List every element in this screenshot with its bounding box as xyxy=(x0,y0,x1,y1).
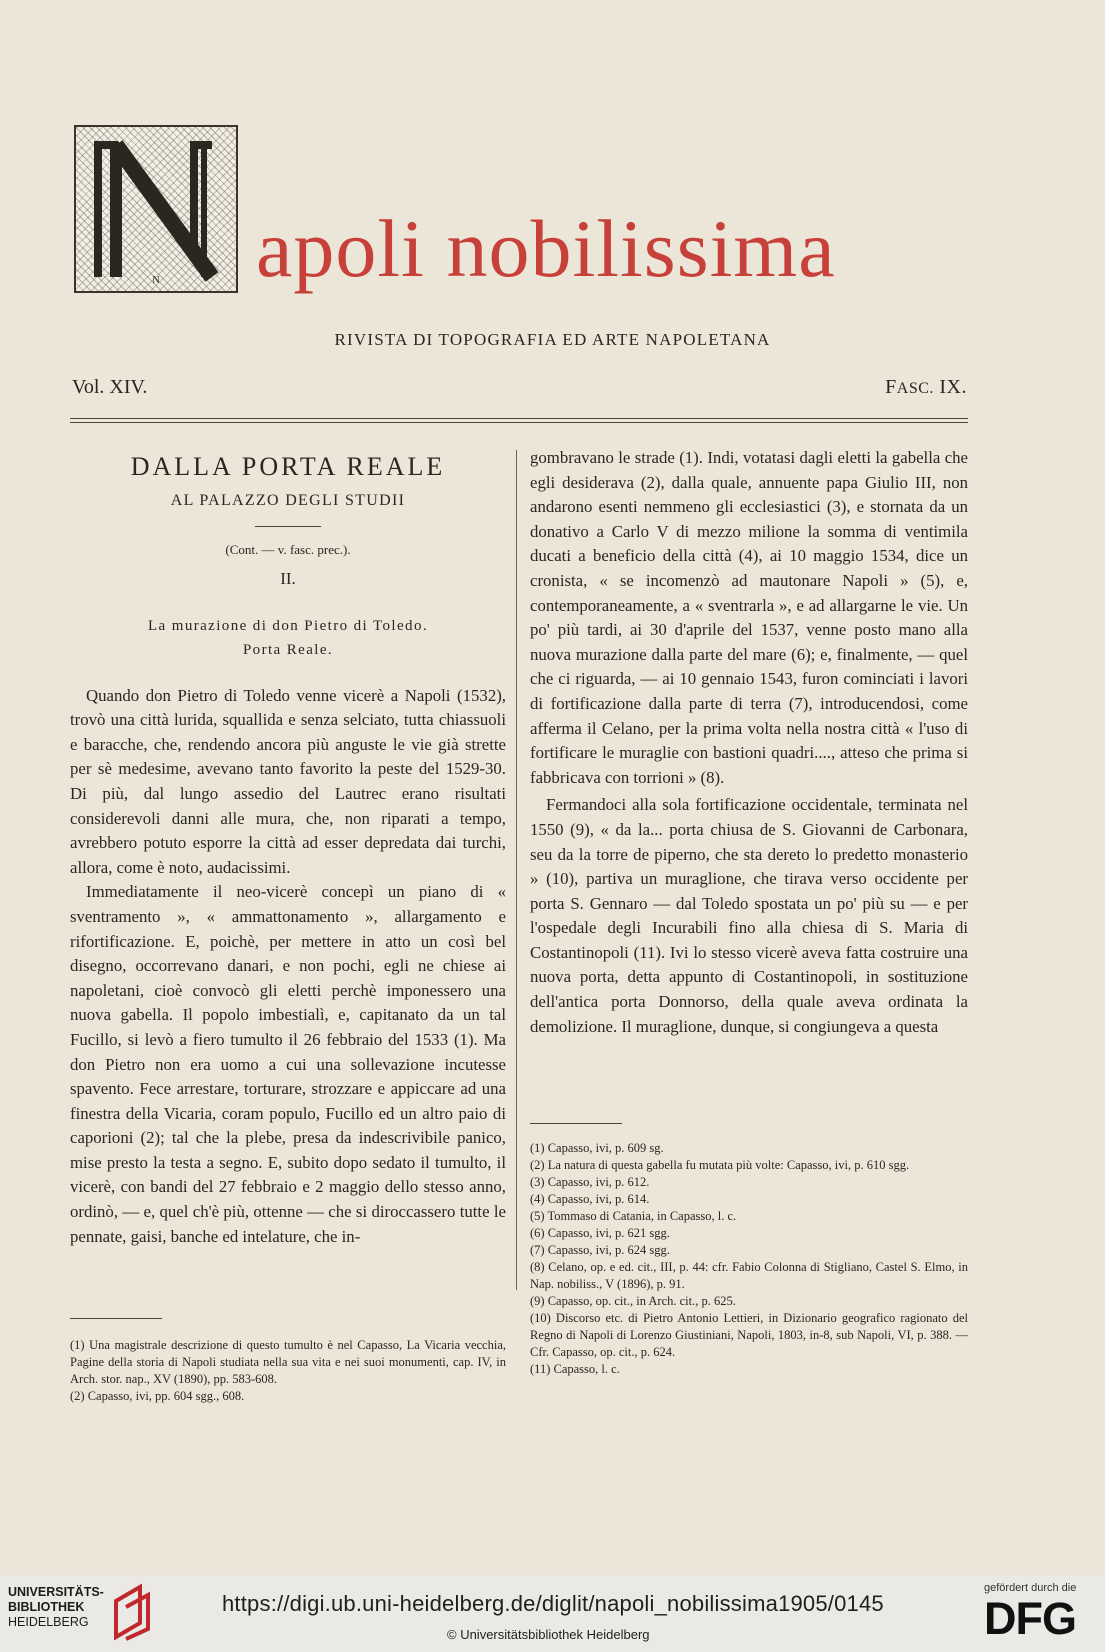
permalink-url[interactable]: https://digi.ub.uni-heidelberg.de/diglit/napoli_nobilissima1905/0145 xyxy=(222,1591,884,1616)
section-heading-line-2: Porta Reale. xyxy=(242,641,334,658)
footnote: (1) Capasso, ivi, p. 609 sg. xyxy=(530,1141,664,1155)
footnote-rule-right xyxy=(530,1123,622,1124)
footnote: (2) Capasso, ivi, pp. 604 sgg., 608. xyxy=(70,1389,245,1403)
footnote: (10) Discorso etc. di Pietro Antonio Lettieri, in Dizionario geografico ragionato del Regno di Napoli di Lorenzo Giustiniani, Napoli, 1803, in-8, sub Napoli, VI, p. 388. — Cfr. Capasso, op. cit., p. 624. xyxy=(530,1311,968,1359)
footnote: (6) Capasso, ivi, p. 621 sgg. xyxy=(530,1226,670,1240)
footnote: (8) Celano, op. e ed. cit., III, p. 44: cfr. Fabio Colonna di Stigliano, Castel S. Elmo, in Nap. nobiliss., V (1896), p. 91. xyxy=(530,1260,968,1291)
footnote: (2) La natura di questa gabella fu mutata più volte: Capasso, ivi, p. 610 sgg. xyxy=(530,1158,910,1172)
title-rule xyxy=(255,526,321,527)
library-name: UNIVERSITÄTS- BIBLIOTHEK HEIDELBERG xyxy=(8,1585,104,1629)
footnote-rule-left xyxy=(70,1318,162,1319)
library-logo-icon xyxy=(110,1583,154,1641)
copyright-notice: © Universitätsbibliothek Heidelberg xyxy=(447,1627,650,1642)
library-banner xyxy=(0,1575,1105,1652)
footnote: (11) Capasso, l. c. xyxy=(530,1362,620,1376)
footnote: (7) Capasso, ivi, p. 624 sgg. xyxy=(530,1243,670,1257)
left-column xyxy=(70,446,506,1249)
article-title: DALLA PORTA REALE xyxy=(130,452,446,481)
footnote: (9) Capasso, op. cit., in Arch. cit., p. 625. xyxy=(530,1294,736,1308)
journal-title: apoli nobilissima xyxy=(256,203,836,294)
initial-letter-graphic xyxy=(76,127,236,291)
paragraph: Quando don Pietro di Toledo venne vicerè a Napoli (1532), trovò una città lurida, squallida e senza selciato, tutta chiassuoli e baracche, che, rendendo ancora più anguste le vie già strette per sè medesime, avevano tanto favorito la peste del 1529-30. Di più, dal lungo assedio del Lautrec erano risultati considerevoli danni alle mura, che, non riparati a tempo, avrebbero potuto esporre la città ad esser depredata dai turchi, allora, come è noto, audacissimi. xyxy=(70,685,506,877)
paragraph: Fermandoci alla sola fortificazione occidentale, terminata nel 1550 (9), « da la... porta chiusa de S. Giovanni de Carbonara, seu da la torre de piperno, che sta dereto lo predetto monasterio » (10), partiva un muraglione, che tirava verso occidente per porta S. Gennaro — dal Toledo spostata un po' più su — e per l'ospedale degli Incurabili fino alla chiesa di S. Maria di Costantinopoli (11). Ivi lo stesso vicerè aveva fatta costruire una nuova porta, detta appunto di Costantinopoli, in sostituzione dell'antica porta Donnorso, della quale aveva ordinata la demolizione. Il muraglione, dunque, si congiungeva a questa xyxy=(530,795,968,1036)
left-footnotes xyxy=(70,1337,506,1405)
section-heading xyxy=(70,614,506,662)
funding-label: gefördert durch die xyxy=(984,1582,1077,1594)
fascicle-number: FASC. IX. xyxy=(885,376,967,398)
header-rule-bottom xyxy=(70,422,968,423)
continuation-note: (Cont. — v. fasc. prec.). xyxy=(225,542,351,557)
footnote: (4) Capasso, ivi, p. 614. xyxy=(530,1192,650,1206)
header-rule-top xyxy=(70,418,968,419)
dfg-logo: DFG xyxy=(984,1593,1076,1644)
right-column xyxy=(530,446,968,1039)
paragraph: gombravano le strade (1). Indi, votatasi dagli eletti la gabella che egli desiderava (2), dalla quale, annuente papa Giulio III, non andarono esenti nemmeno gli ecclesiastici (3), e stornata da un donativo a Carlo V di mezzo milione la somma di ventimila ducati a beneficio della città (4), ai 10 maggio 1534, dice un cronista, « se incomenzò ad mautonare Napoli » (5), e, contemporaneamente, a « sventrarla », e ad allargarne le vie. Un po' più tardi, ai 30 d'aprile del 1537, venne posto mano alla nuova murazione dalla parte del mare (6); e, finalmente, — quel che ci riguarda, — ai 10 gennaio 1543, furon cominciati i lavori di fortificazione dalla parte di terra (7), introducendosi, come afferma il Celano, per la prima volta nella nostra città « l'uso di fortificare le muraglie con bastioni quadri...., atteso che prima si fabbricava con torrioni » (8). xyxy=(530,448,968,787)
volume-number: Vol. XIV. xyxy=(72,376,148,398)
footnote: (5) Tommaso di Catania, in Capasso, l. c. xyxy=(530,1209,737,1223)
article-subtitle: AL PALAZZO DEGLI STUDII xyxy=(170,492,406,509)
footnote: (1) Una magistrale descrizione di questo tumulto è nel Capasso, La Vicaria vecchia, Pagine della storia di Napoli studiata nella sua vita e nei suoi monumenti, cap. IV, in Arch. stor. nap., XV (1890), pp. 583-608. xyxy=(70,1338,506,1386)
column-divider xyxy=(516,450,517,1290)
decorated-initial-n xyxy=(74,125,238,293)
footnote: (3) Capasso, ivi, p. 612. xyxy=(530,1175,650,1189)
right-footnotes xyxy=(530,1140,968,1378)
journal-subtitle: RIVISTA DI TOPOGRAFIA ED ARTE NAPOLETANA xyxy=(334,330,771,349)
initial-letter-text: N xyxy=(152,275,160,286)
section-heading-line-1: La murazione di don Pietro di Toledo. xyxy=(147,617,428,634)
section-number: II. xyxy=(280,569,296,588)
paragraph: Immediatamente il neo-vicerè concepì un piano di « sventramento », « ammattonamento », allargamento e rifortificazione. E, poichè, per mettere in atto un così bel disegno, occorrevano danari, e non pochi, egli ne chiese ai napoletani, cioè convocò gli eletti perchè imponessero una nuova gabella. Il popolo imbestialì, e, capitanato da un tal Fucillo, si levò a fiero tumulto il 26 febbraio del 1533 (1). Ma don Pietro non era uomo a cui una sollevazione incutesse spavento. Fece arrestare, torturare, strozzare e appiccare ad una finestra della Vicaria, coram populo, Fucillo ed un altro paio di caporioni (2); tal che la plebe, presa da indescrivibile panico, mise presto la testa a segno. E, subito dopo sedato il tumulto, il vicerè, con bandi del 27 febbraio e 2 maggio dello stesso anno, ordinò, — e, quel ch'è più, ottenne — che si diroccassero tutte le pennate, gaisi, banche ed intelature, che in- xyxy=(70,882,506,1246)
